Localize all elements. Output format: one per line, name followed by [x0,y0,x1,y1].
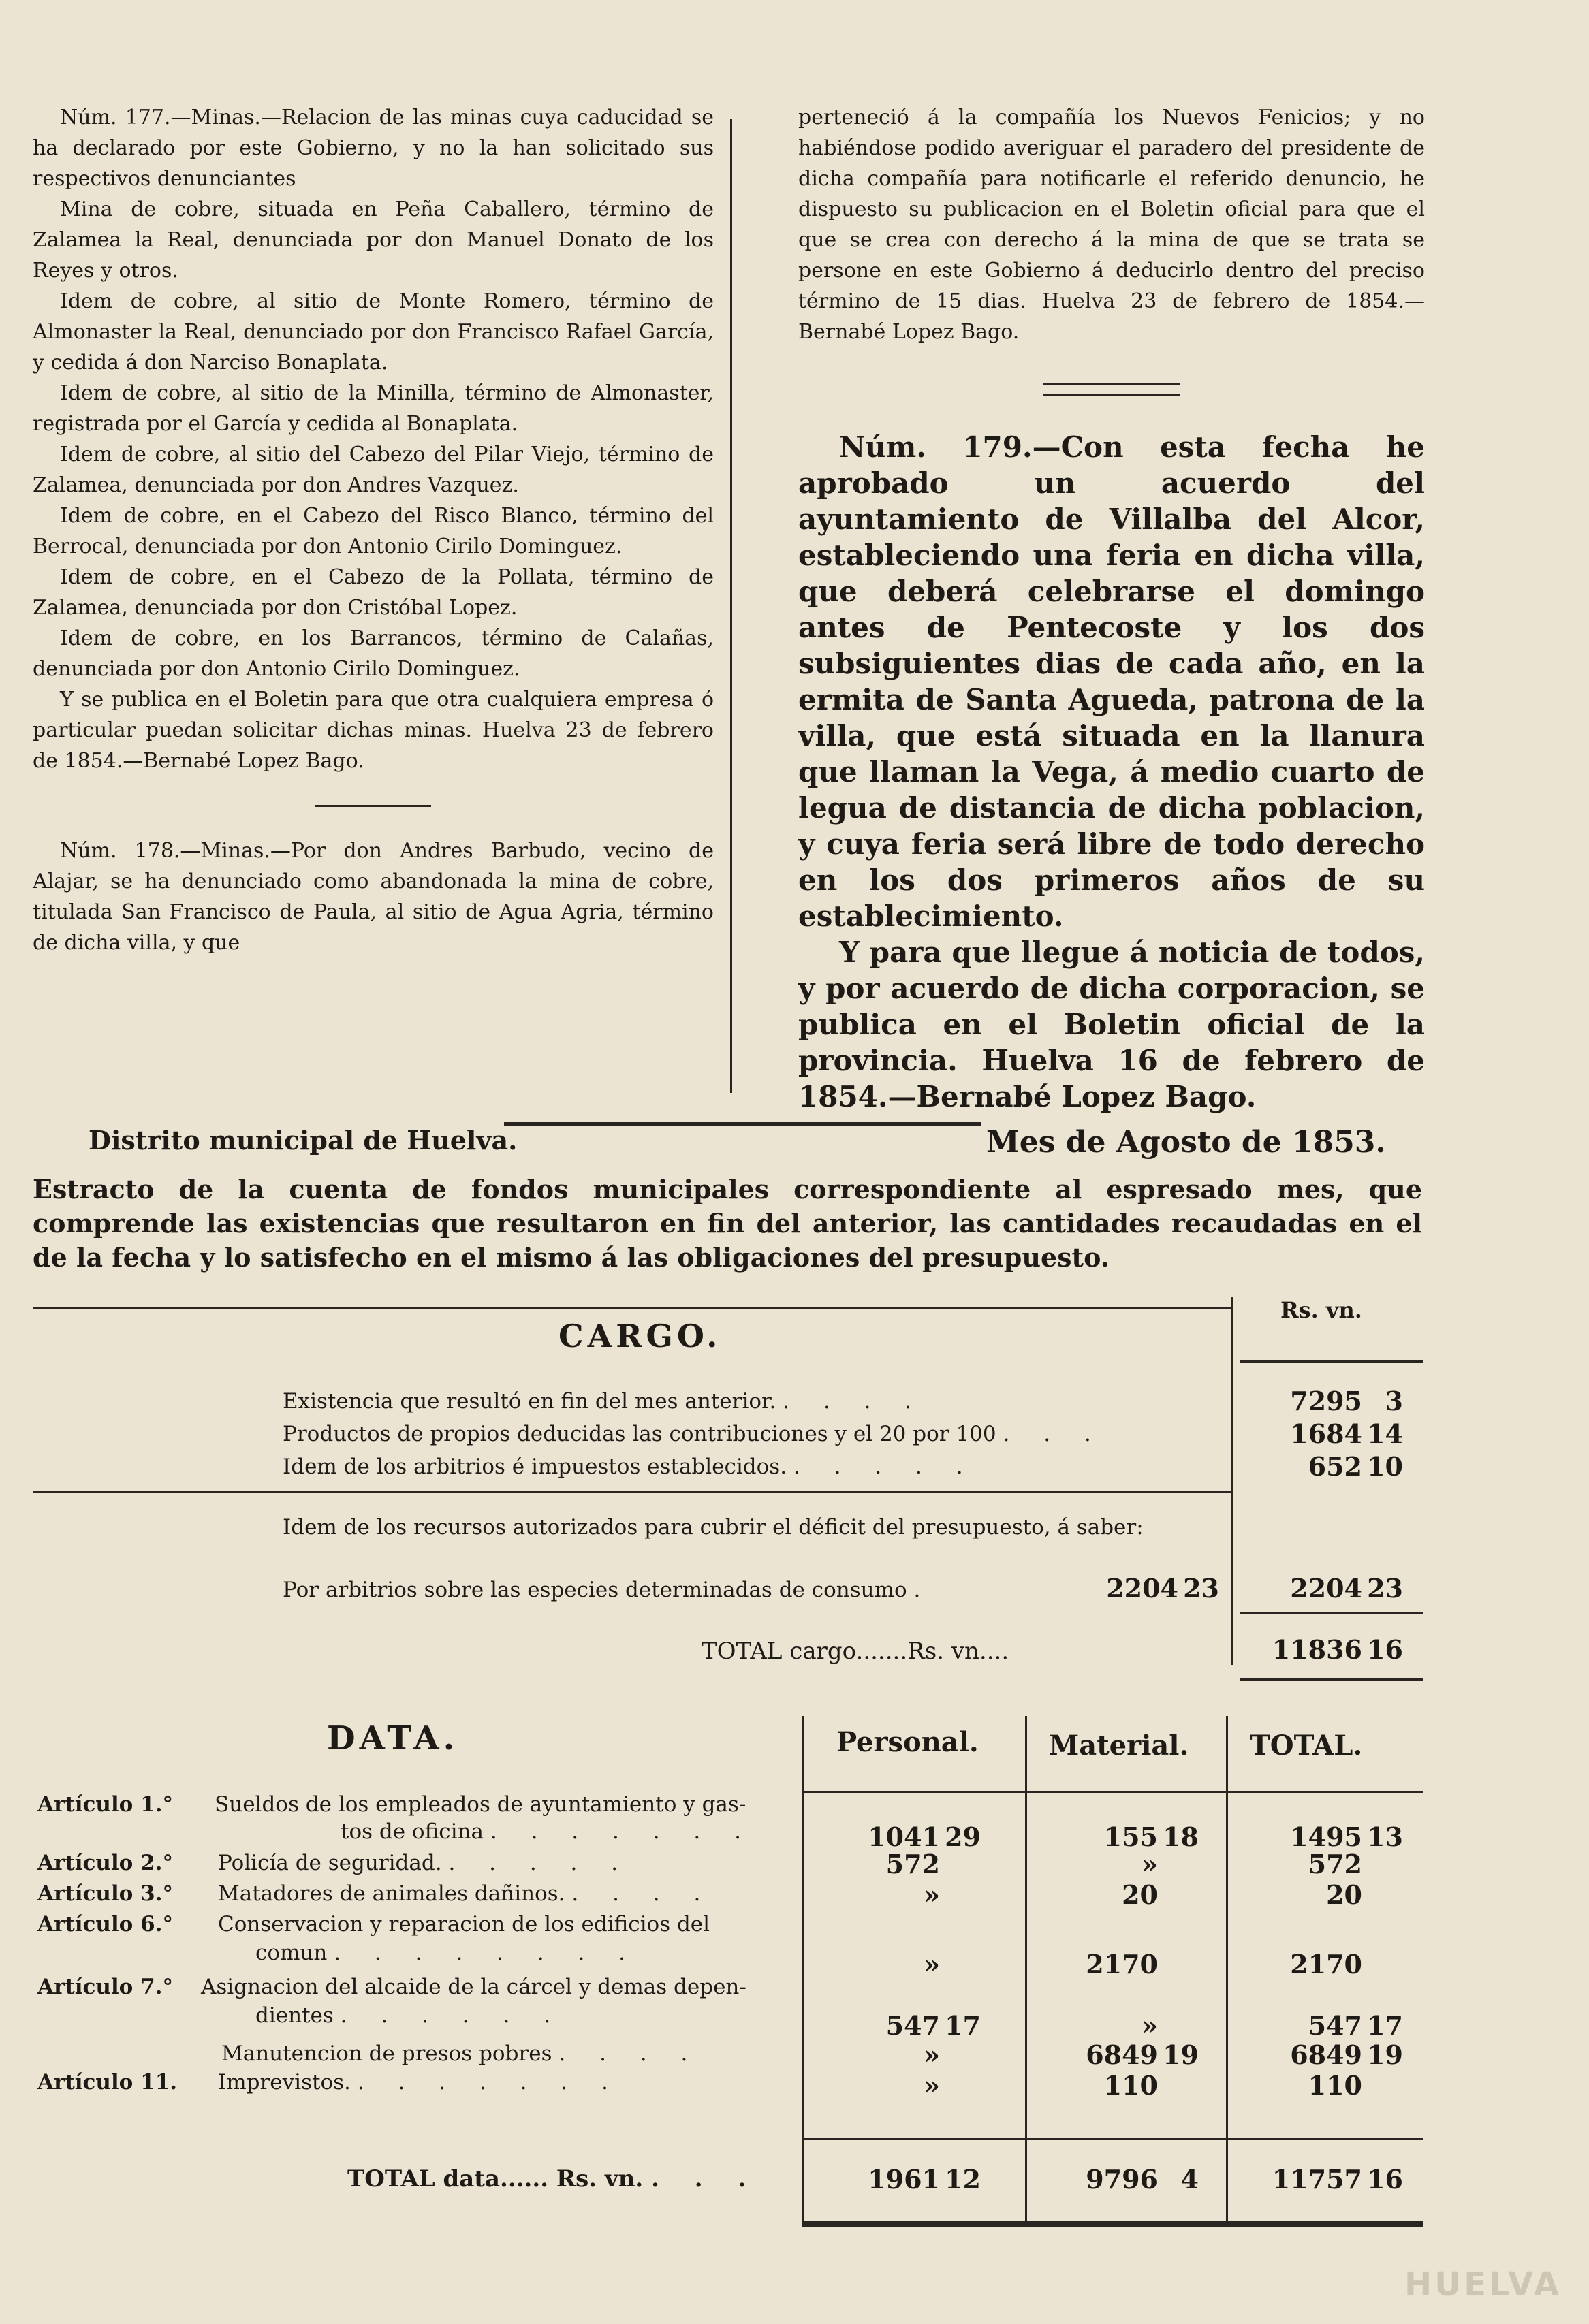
notice-179-publication: Y para que llegue á noticia de todos, y por acuerdo de dicha corporacion, se publica en el Boletin oficial de la provincia. Huelva 16 de febrero de 1854.—Bernabé Lopez Bago. [798,936,1425,1113]
data-bottom-rule [804,2221,1423,2227]
data-row-5-personal: 547 17 [885,2010,981,2041]
district-title: Distrito municipal de Huelva. [89,1125,518,1156]
data-row-7: Artículo 11. [37,2070,178,2095]
data-row-3-personal: » [924,1879,940,1910]
header-total: TOTAL. [1250,1730,1363,1762]
amount-column-rule [1231,1297,1233,1665]
mine-entry: Idem de cobre, al sitio del Cabezo del Pilar Viejo, término de Zalamea, denunciada por don Andres Vazquez. [33,443,714,497]
data-row-3-material: 20 [1122,1879,1158,1910]
cargo-amount-existencia: 7295 3 [1290,1386,1403,1416]
section-divider [315,805,431,807]
data-row-4-material: 2170 [1086,1949,1158,1979]
data-row-4-total: 2170 [1290,1949,1362,1979]
data-total-label: TOTAL data...... Rs. vn. . . . [347,2165,760,2193]
data-title: DATA. [327,1719,459,1757]
mine-entry: Idem de cobre, en los Barrancos, término de Calañas, denunciada por don Antonio Cirilo Dominguez. [33,626,714,681]
data-row-6-personal: » [924,2039,940,2070]
data-row-7-material: 110 [1103,2070,1158,2101]
cargo-total-amount: 11836 16 [1272,1634,1403,1665]
data-row-4-personal: » [924,1949,940,1979]
cargo-amount-arbitrios: 652 10 [1308,1451,1403,1482]
cargo-total-label: TOTAL cargo.......Rs. vn.... [702,1638,1009,1665]
data-row-5-concept: Asignacion del alcaide de la cárcel y demas depen- [201,1975,746,1999]
notice-179-body: Núm. 179.—Con esta fecha he aprobado un acuerdo del ayuntamiento de Villalba del Alcor, estableciendo una feria en dicha villa, que deberá celebrarse el domingo antes de Pentecoste y los dos subsiguientes dias de cada año, en la ermita de Santa Agueda, patrona de la villa, que está situada en la llanura que llaman la Vega, á medio cuarto de legua de distancia de dicha poblacion, y cuya feria será libre de todo derecho en los dos primeros años de su establecimiento. [798,430,1425,933]
data-row-6-total: 6849 19 [1290,2039,1403,2070]
section-divider [1043,383,1180,396]
data-row-1: Artículo 1.° [37,1792,174,1817]
cargo-title: CARGO. [558,1318,722,1354]
data-row-7-total: 110 [1308,2070,1362,2101]
data-row-1-concept-cont: tos de oficina . . . . . . . [341,1819,755,1844]
data-row-2-material: » [1142,1849,1158,1879]
data-total-personal: 1961 12 [868,2164,981,2195]
amount-header-rule [1240,1360,1423,1363]
column-divider [730,119,732,1093]
data-row-1-total: 1495 13 [1290,1821,1403,1852]
data-row-7-concept: Imprevistos. . . . . . . . [218,2070,622,2095]
header-material: Material. [1049,1730,1189,1762]
notice-179 [798,429,1425,1115]
cargo-subamount-consumo: 2204 23 [1106,1573,1219,1604]
mine-entry: Idem de cobre, en el Cabezo del Risco Blanco, término del Berrocal, denunciada por don Antonio Cirilo Dominguez. [33,504,714,558]
data-header-rule [804,1791,1423,1793]
publication-note: Y se publica en el Boletin para que otra cualquiera empresa ó particular puedan solicitar dichas minas. Huelva 23 de febrero de 1854.—Bernabé Lopez Bago. [33,688,714,773]
data-row-1-material: 155 18 [1103,1821,1199,1852]
data-row-3-total: 20 [1326,1879,1362,1910]
cargo-bottom-rule [1240,1678,1423,1681]
header-personal: Personal. [836,1726,979,1758]
mine-entry: Idem de cobre, al sitio de Monte Romero, término de Almonaster la Real, denunciado por don Francisco Rafael García, y cedida á don Narciso Bonaplata. [33,289,714,375]
data-row-5-material: » [1142,2010,1158,2041]
cargo-row-recursos: Idem de los recursos autorizados para cubrir el déficit del presupuesto, á saber: [283,1515,1144,1540]
cargo-row-propios: Productos de propios deducidas las contribuciones y el 20 por 100 . . . [283,1422,1105,1446]
mine-entry: Idem de cobre, al sitio de la Minilla, término de Almonaster, registrada por el García y cedida al Bonaplata. [33,381,714,436]
data-row-6-material: 6849 19 [1086,2039,1199,2070]
data-row-2-total: 572 [1308,1849,1362,1879]
cargo-row-arbitrios: Idem de los arbitrios é impuestos establecidos. . . . . . [283,1454,977,1479]
mine-entry: Idem de cobre, en el Cabezo de la Pollata, término de Zalamea, denunciada por don Cristóbal Lopez. [33,565,714,620]
data-row-4-concept-cont: comun . . . . . . . . [255,1941,640,1965]
header-rule [504,1122,981,1126]
cargo-amount-consumo: 2204 23 [1290,1573,1403,1604]
cargo-top-rule [33,1307,1231,1309]
cargo-row-existencia: Existencia que resultó en fin del mes anterior. . . . . [283,1389,926,1414]
data-row-5: Artículo 7.° [37,1975,174,1999]
data-total-rule [804,2138,1423,2140]
cargo-mid-rule [33,1491,1231,1493]
left-column [33,102,714,958]
mine-entry: Mina de cobre, situada en Peña Caballero, término de Zalamea la Real, denunciada por don Manuel Donato de los Reyes y otros. [33,197,714,283]
data-row-7-personal: » [924,2070,940,2101]
right-column [798,102,1425,1115]
cargo-amount-propios: 1684 14 [1290,1418,1403,1449]
data-row-5-concept-cont: dientes . . . . . . [255,2003,565,2028]
notice-178-continued: perteneció á la compañía los Nuevos Fenicios; y no habiéndose podido averiguar el paradero del presidente de dicha compañía para notificarle el referido denuncio, he dispuesto su publicacion en el Boletin oficial para que el que se crea con derecho á la mina de que se trata se persone en este Gobierno á deducirlo dentro del preciso término de 15 dias. Huelva 23 de febrero de 1854.—Bernabé Lopez Bago. [798,106,1425,344]
data-row-4: Artículo 6.° [37,1912,174,1937]
data-row-3-concept: Matadores de animales dañinos. . . . . [218,1881,714,1906]
account-extract-heading: Estracto de la cuenta de fondos municipales correspondiente al espresado mes, que comprende las existencias que resultaron en fin del anterior, las cantidades recaudadas en el de la fecha y lo satisfecho en el mismo á las obligaciones del presupuesto. [33,1174,1422,1273]
cargo-total-rule [1240,1612,1423,1614]
data-row-1-personal: 1041 29 [868,1821,981,1852]
data-row-1-concept: Sueldos de los empleados de ayuntamiento y gas- [215,1792,746,1817]
data-total-total: 11757 16 [1272,2164,1403,2195]
data-row-5-total: 547 17 [1308,2010,1403,2041]
data-row-4-concept: Conservacion y reparacion de los edificios del [218,1912,710,1937]
data-row-2: Artículo 2.° [37,1851,174,1875]
rs-vn-header: Rs. vn. [1280,1297,1362,1323]
data-row-2-personal: 572 [885,1849,940,1879]
notice-178: Núm. 178.—Minas.—Por don Andres Barbudo, vecino de Alajar, se ha denunciado como abandonada la mina de cobre, titulada San Francisco de Paula, al sitio de Agua Agria, término de dicha villa, y que [33,839,714,955]
mines-list-intro: Núm. 177.—Minas.—Relacion de las minas cuya caducidad se ha declarado por este Gobierno, y no la han solicitado sus respectivos denunciantes [33,106,714,191]
data-row-3: Artículo 3.° [37,1881,174,1906]
archive-watermark: HUELVA [1404,2265,1562,2304]
data-row-2-concept: Policía de seguridad. . . . . . [218,1851,632,1875]
data-row-6-concept: Manutencion de presos pobres . . . . [221,2041,702,2066]
data-total-material: 9796 4 [1086,2164,1199,2195]
month-title: Mes de Agosto de 1853. [986,1125,1386,1160]
cargo-row-consumo: Por arbitrios sobre las especies determinadas de consumo . [283,1578,921,1602]
